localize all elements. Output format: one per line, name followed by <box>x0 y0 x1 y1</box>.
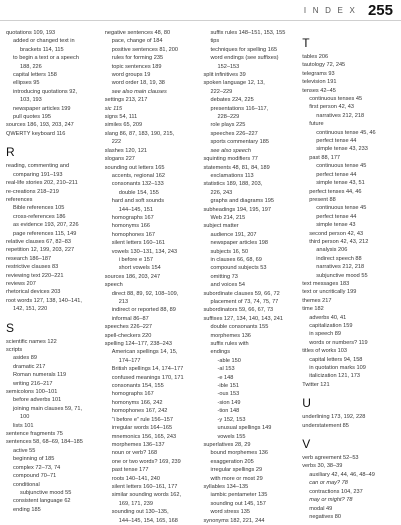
index-entry: repetition 12, 199, 203, 227 <box>6 247 75 254</box>
index-subentry: ellipses 95 <box>13 80 40 87</box>
index-subentry: analysis 206 <box>316 247 348 254</box>
index-entry: re-creations 218–219 <box>6 188 59 195</box>
index-entry: suffixes 127, 134, 140, 143, 241 <box>203 315 284 322</box>
index-subentry: future <box>309 121 324 128</box>
index-subentry: one or two words? 169, 239 <box>111 458 181 465</box>
index-entry: statements 48, 81, 84, 189 <box>203 164 270 171</box>
index-entry: real-life stories 202, 210–211 <box>6 180 78 187</box>
index-subentry: comparing 191–193 <box>13 171 63 178</box>
index-subentry: techniques for spelling 165 <box>210 46 278 53</box>
index-subentry: subjunctive mood 55 <box>316 272 368 279</box>
index-subentry: Web 214, 215 <box>210 214 246 221</box>
index-subentry: speeches 226–227 <box>210 130 258 137</box>
index-subentry: continuous tense 45 <box>316 163 367 170</box>
index-subentry: endings <box>210 349 231 356</box>
index-subentry: positive sentences 81, 200 <box>111 46 178 53</box>
index-subentry: roots 140–141, 240 <box>111 475 160 482</box>
index-subentry: conditional <box>13 481 40 488</box>
page-header <box>0 2 401 21</box>
index-entry: slang 86, 87, 183, 190, 215, <box>104 130 175 137</box>
index-letter-heading: T <box>302 36 310 50</box>
index-subentry: adverbs 40, 41 <box>309 314 347 321</box>
index-subentry: homonyms 166 <box>111 223 150 230</box>
index-subentry: compound 70–71 <box>13 473 57 480</box>
index-subentry: writing 216–217 <box>13 380 53 387</box>
index-subentry: placement of 73, 74, 75, 77 <box>210 299 279 305</box>
index-subentry: role plays 225 <box>210 122 246 129</box>
index-subentry: 226, 243 <box>210 189 233 196</box>
index-entry: Twitter 121 <box>302 381 330 388</box>
index-subentry: italicization 121, 173 <box>309 373 360 380</box>
index-entry: slogans 227 <box>104 156 135 163</box>
index-subentry: dramatic 217 <box>13 363 46 370</box>
index-entry: superlatives 28, 29 <box>203 441 251 448</box>
index-subentry: third person 42, 43, 212 <box>309 238 369 245</box>
index-subentry: homographs 167 <box>111 214 154 221</box>
index-subentry: words or numbers? 119 <box>309 339 368 346</box>
index-entry: reviewing text 220–221 <box>6 272 64 279</box>
index-subentry: homophones 167 <box>111 231 155 238</box>
index-subentry: perfect tense 44 <box>316 171 357 178</box>
index-entry: spoken language 12, 13, <box>203 80 265 87</box>
index-subentry: auxiliary 42, 44, 46, 48–49 <box>309 471 375 478</box>
index-subentry: word order 18, 19, 38 <box>111 80 165 87</box>
index-subentry: sounding out 130–135, <box>111 509 169 516</box>
index-entry: subject matter <box>203 223 239 230</box>
index-entry: subordinate clauses 59, 66, 72 <box>203 290 280 297</box>
index-entry: tautology 72, 245 <box>302 62 346 69</box>
index-subentry: ending 185 <box>13 506 41 513</box>
index-entry: understatement 85 <box>302 422 349 429</box>
index-subentry: pull quotes 195 <box>13 114 51 121</box>
index-subentry: 144–145, 151 <box>118 206 153 213</box>
index-entry: subheadings 194, 195, 197 <box>203 206 271 213</box>
index-letter-heading: U <box>302 396 311 411</box>
index-subentry: -ible 151 <box>217 383 239 390</box>
index-subentry: newspaper articles 199 <box>13 105 71 112</box>
index-letter-heading: R <box>6 145 15 160</box>
index-columns <box>6 29 401 525</box>
index-entry: semicolons 100–101 <box>6 389 58 396</box>
index-subentry: in clauses 66, 68, 69 <box>210 256 262 263</box>
index-subentry: debates 224, 225 <box>210 97 254 104</box>
index-subentry: -sion 149 <box>217 399 241 406</box>
index-subentry: exclamations 113 <box>210 172 254 179</box>
index-column-2 <box>105 29 204 525</box>
index-subentry: direct 88, 89, 92, 108–109, <box>111 290 179 297</box>
index-subentry: consonants 154, 155 <box>111 383 164 390</box>
index-subentry: active 55 <box>13 447 36 454</box>
index-subentry: word endings (see suffixes) <box>210 55 279 62</box>
index-entry: reviews 207 <box>6 280 36 287</box>
index-subentry: homonyms 166, 242 <box>111 399 163 406</box>
index-subentry: past 88, 177 <box>309 154 341 161</box>
index-subentry: newspaper articles 198 <box>210 240 269 247</box>
index-entry: subordinators 59, 66, 67, 73 <box>203 307 274 314</box>
index-subentry: indirect speech 88 <box>316 255 362 262</box>
index-subentry: mnemonics 156, 165, 243 <box>111 433 177 440</box>
index-subentry: complex 72–73, 74 <box>13 464 61 471</box>
index-subentry: bound morphemes 136 <box>210 450 269 457</box>
index-subentry: morphemes 136–137 <box>111 441 165 448</box>
index-subentry: “i before e” rule 156–157 <box>111 416 174 423</box>
index-entry: time 182 <box>302 306 324 313</box>
index-entry: speech <box>104 282 123 289</box>
index-subentry: negatives 80 <box>309 513 341 520</box>
index-subentry: -tion 148 <box>217 408 240 415</box>
index-subentry: suffix rules with <box>210 341 249 348</box>
index-subentry: modal 49 <box>309 505 333 512</box>
index-subentry: short vowels 154 <box>118 265 161 272</box>
index-subentry: vowels 130–131, 134, 243 <box>111 248 178 255</box>
index-entry: syllables 134–135 <box>203 483 249 490</box>
index-subentry: see also main clauses <box>111 88 167 95</box>
index-subentry: in speech 89 <box>309 331 341 338</box>
index-subentry: capital letters 94, 158 <box>309 356 363 363</box>
index-entry: scientific names 122 <box>6 338 57 345</box>
index-subentry: consonants 132–133 <box>111 181 164 188</box>
index-column-1 <box>6 29 105 525</box>
index-entry: similes 65, 209 <box>104 122 143 129</box>
index-subentry: British spellings 14, 174–177 <box>111 366 184 373</box>
index-subentry: as evidence 193, 207, 226 <box>13 222 79 229</box>
index-subentry: perfect tenses 44, 46 <box>309 188 362 195</box>
index-subentry: unusual spellings 149 <box>217 425 272 432</box>
index-subentry: sounding out 145, 157 <box>210 500 266 507</box>
index-entry: research 186–187 <box>6 255 52 262</box>
index-subentry: i before e 157 <box>118 256 153 263</box>
index-subentry: with more or most 29 <box>210 475 263 482</box>
index-subentry: Roman numerals 119 <box>13 372 67 379</box>
index-entry: spelling 124–177, 238–243 <box>104 341 172 348</box>
index-subentry: -e 148 <box>217 374 234 381</box>
index-subentry: double 154, 155 <box>118 189 159 196</box>
index-letter-heading: V <box>302 437 311 452</box>
index-subentry: narratives 212, 218 <box>316 264 365 271</box>
index-subentry: rules for forming 235 <box>111 55 164 62</box>
index-subentry: first person 42, 43 <box>309 104 355 111</box>
index-subentry: simple tense 43, 233 <box>316 146 368 153</box>
index-entry: themes 217 <box>302 297 332 304</box>
index-entry: quotations 109, 193 <box>6 30 56 36</box>
index-subentry: see also speech <box>210 147 251 154</box>
index-subentry: word stress 135 <box>210 509 250 516</box>
index-subentry: informal 86–87 <box>111 315 149 322</box>
index-letter-heading: S <box>6 320 15 335</box>
index-entry: sources 186, 203, 247 <box>104 273 161 280</box>
index-entry: underlining 173, 192, 228 <box>302 414 366 421</box>
index-subentry: -y 152, 153 <box>217 416 246 423</box>
index-subentry: sports commentary 185 <box>210 139 269 146</box>
index-subentry: second person 42, 43 <box>309 230 364 237</box>
index-subentry: hard and soft sounds <box>111 198 164 205</box>
index-entry: root words 127, 138, 140–141, <box>6 297 82 304</box>
index-entry: squinting modifiers 77 <box>203 156 258 163</box>
index-entry: television 191 <box>302 79 337 86</box>
index-subentry: added or changed text in <box>13 38 75 45</box>
index-subentry: present 88 <box>309 196 336 203</box>
index-subentry: silent letters 160–161 <box>111 240 165 247</box>
index-subentry: 100 <box>20 414 30 421</box>
index-entry: restrictive clauses 83 <box>6 264 59 271</box>
index-entry: relative clauses 67, 82–83 <box>6 238 71 245</box>
index-subentry: morphemes 136 <box>210 332 251 339</box>
index-subentry: iambic pentameter 135 <box>210 492 268 499</box>
page-number: 255 <box>367 2 393 19</box>
index-entry: synonyms 182, 221, 244 <box>203 517 265 524</box>
index-subentry: -able 150 <box>217 357 241 364</box>
index-entry: QWERTY keyboard 116 <box>6 130 66 137</box>
index-subentry: in quotation marks 109 <box>309 365 366 372</box>
index-subentry: continuous tense 45 <box>316 205 367 212</box>
index-subentry: narratives 212, 218 <box>316 112 365 119</box>
index-subentry: capitalization 159 <box>309 323 353 329</box>
index-column-4 <box>302 29 401 525</box>
index-entry: verb agreement 52–53 <box>302 455 359 462</box>
index-entry: sounding out letters 165 <box>104 164 165 171</box>
section-label: I N D E X <box>303 6 357 15</box>
index-subentry: indirect or reported 88, 89 <box>111 307 176 314</box>
index-entry: telegrams 93 <box>302 70 335 77</box>
index-entry: signs 54, 111 <box>104 114 138 121</box>
index-subentry: subjects 16, 50 <box>210 248 249 255</box>
index-entry: slashes 120, 121 <box>104 147 148 154</box>
index-subentry: presentations 116–117, <box>210 105 269 112</box>
index-subentry: beginning of 185 <box>13 456 55 463</box>
index-entry: speeches 226–227 <box>104 324 153 331</box>
index-subentry: audience 191, 207 <box>210 231 257 238</box>
index-entry: verbs 30, 38–39 <box>302 463 343 470</box>
index-entry: sources 186, 193, 203, 247 <box>6 122 74 129</box>
index-subentry: and voices 54 <box>210 282 246 289</box>
index-subentry: simple tense 43 <box>316 222 356 229</box>
index-subentry: American spellings 14, 15, <box>111 349 178 356</box>
index-subentry: brackets 114, 115 <box>20 46 64 53</box>
index-entry: sic 115 <box>104 105 123 112</box>
index-subentry: continuous tenses 45 <box>309 96 363 103</box>
index-subentry: consistent language 62 <box>13 498 71 505</box>
index-subentry: confused meanings 170, 171 <box>111 374 184 381</box>
index-subentry: 152–153 <box>217 63 240 70</box>
index-column-3 <box>204 29 303 525</box>
index-subentry: 103, 193 <box>20 97 42 104</box>
index-subentry: simple tense 43, 51 <box>316 180 365 187</box>
index-subentry: 169, 171, 239 <box>118 500 153 507</box>
index-entry: settings 213, 217 <box>104 97 148 104</box>
index-subentry: pace, change of 184 <box>111 38 163 45</box>
index-subentry: past tense 177 <box>111 467 149 474</box>
index-entry: sentence fragments 75 <box>6 431 63 438</box>
index-subentry: contractions 104, 237 <box>309 488 363 495</box>
index-subentry: 213 <box>118 299 129 305</box>
index-entry: negative sentences 48, 80 <box>104 30 171 36</box>
index-subentry: can or may? 78 <box>309 480 348 487</box>
index-subentry: may or might? 78 <box>309 497 353 504</box>
index-subentry: similar sounding words 162, <box>111 492 182 499</box>
index-subentry: before adverbs 101 <box>13 397 62 404</box>
index-subentry: continuous tense 45, 46 <box>316 129 376 136</box>
index-subentry: homographs 167 <box>111 391 154 398</box>
index-subentry: asides 89 <box>13 355 37 362</box>
index-entry: sentences 58, 68–69, 184–185 <box>6 439 83 446</box>
index-subentry: -ous 153 <box>217 391 240 398</box>
index-subentry: silent letters 160–161, 177 <box>111 483 178 490</box>
index-subentry: 188, 226 <box>20 63 42 70</box>
index-subentry: 222–229 <box>210 88 233 95</box>
index-entry: text or uncritically 199 <box>302 289 357 296</box>
index-subentry: capital letters 158 <box>13 72 57 79</box>
index-subentry: 144–145, 154, 165, 168 <box>118 517 178 524</box>
index-subentry: noun or verb? 168 <box>111 450 158 457</box>
index-subentry: double consonants 155 <box>210 324 269 331</box>
index-subentry: graphs and diagrams 195 <box>210 198 274 205</box>
index-subentry: 174–177 <box>118 357 141 364</box>
index-subentry: joining main clauses 59, 71, <box>13 405 83 412</box>
index-subentry: Bible references 105 <box>13 205 65 212</box>
index-subentry: accents, regional 162 <box>111 172 165 179</box>
index-entry: split infinitives 39 <box>203 72 246 79</box>
index-subentry: homophones 167, 242 <box>111 408 168 415</box>
index-entry: spell-checkers 220 <box>104 332 152 339</box>
index-entry: text messages 183 <box>302 280 350 287</box>
index-subentry: topic sentences 189 <box>111 63 162 70</box>
index-entry: tables 206 <box>302 54 329 60</box>
index-subentry: vowels 155 <box>217 433 246 440</box>
index-subentry: compound subjects 53 <box>210 265 267 272</box>
index-entry: scripts <box>6 347 23 353</box>
index-subentry: word groups 19 <box>111 72 151 79</box>
index-subentry: 228–229 <box>217 114 240 121</box>
index-subentry: -al 153 <box>217 366 235 373</box>
index-subentry: 222 <box>111 139 122 146</box>
index-subentry: perfect tense 44 <box>316 213 357 220</box>
index-subentry: cross-references 186 <box>13 213 66 220</box>
index-subentry: 142, 151, 220 <box>13 306 48 313</box>
index-subentry: to begin a text or a speech <box>13 55 79 62</box>
index-entry: titles of works 103 <box>302 348 348 355</box>
index-subentry: perfect tense 44 <box>316 138 357 145</box>
index-subentry: suffix rules 148–151, 153, 155 <box>210 30 286 36</box>
index-entry: statistics 189, 188, 203, <box>203 181 263 188</box>
index-subentry: omitting 73 <box>210 273 238 280</box>
index-subentry: tips <box>210 38 220 45</box>
index-subentry: exaggeration 205 <box>210 458 254 465</box>
index-subentry: irregular words 164–165 <box>111 425 173 432</box>
index-entry: references <box>6 196 33 203</box>
index-subentry: subjunctive mood 55 <box>20 489 72 496</box>
index-subentry: irregular spellings 29 <box>210 467 263 474</box>
index-subentry: lists 101 <box>13 422 34 429</box>
index-entry: rhetorical devices 203 <box>6 289 61 296</box>
index-entry: reading, commenting and <box>6 163 70 170</box>
index-entry: tenses 42–45 <box>302 87 336 94</box>
index-subentry: page references 115, 149 <box>13 230 77 237</box>
index-subentry: introducing quotations 92, <box>13 88 78 95</box>
